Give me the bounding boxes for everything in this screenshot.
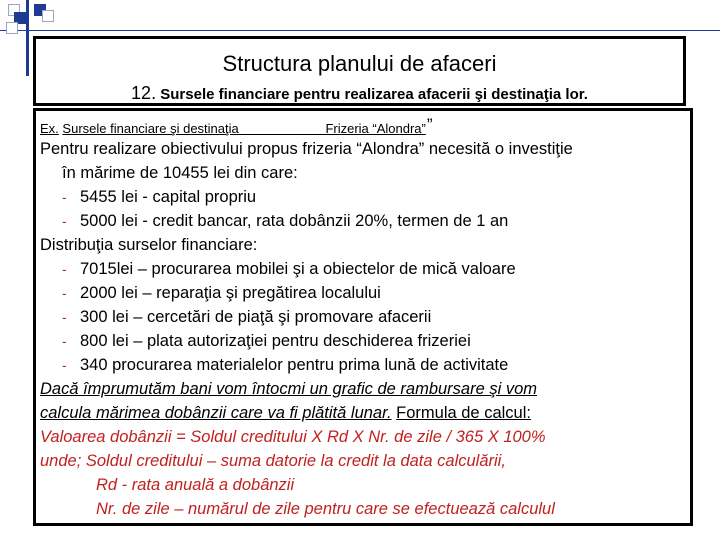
decor-vertical-line bbox=[26, 0, 29, 76]
list-item-text: 7015lei – procurarea mobilei şi a obiectelor de mică valoare bbox=[80, 260, 516, 278]
intro-line: Pentru realizare obiectivului propus frizeria “Alondra” necesită o investiţie bbox=[40, 140, 573, 158]
list-item-text: 2000 lei – reparaţia şi pregătirea localului bbox=[80, 284, 381, 302]
list-item bbox=[40, 185, 690, 209]
formula-text: Valoarea dobânzii = Soldul creditului X Rd X Nr. de zile / 365 X 100% bbox=[40, 428, 546, 446]
list-item bbox=[40, 305, 690, 329]
intro-line: în mărime de 10455 lei din care: bbox=[62, 164, 298, 182]
decor-square bbox=[6, 22, 18, 34]
list-item bbox=[40, 281, 690, 305]
decor-horizontal-line bbox=[0, 30, 720, 31]
rd-definition: Rd - rata anuală a dobânzii bbox=[96, 476, 295, 494]
distribution-heading: Distribuţia surselor financiare: bbox=[40, 236, 258, 254]
example-line bbox=[40, 117, 690, 137]
list-item bbox=[40, 329, 690, 353]
bullet-marker: - bbox=[62, 333, 67, 349]
list-item-text: 800 lei – plata autorizaţiei pentru deschiderea frizeriei bbox=[80, 332, 471, 350]
list-item-text: 5455 lei - capital propriu bbox=[80, 188, 257, 206]
content-box bbox=[33, 108, 693, 526]
bullet-marker: - bbox=[62, 309, 67, 325]
slide-title: Structura planului de afaceri bbox=[222, 51, 497, 76]
example-label: Sursele financiare şi destinaţia bbox=[62, 121, 239, 136]
example-blank bbox=[239, 121, 326, 136]
example-company: Frizeria “Alondra” bbox=[325, 121, 426, 136]
loan-text: Dacă împrumutăm bani vom întocmi un grafic de rambursare şi vom bbox=[40, 380, 538, 398]
list-item-text: 5000 lei - credit bancar, rata dobânzii 20%, termen de 1 an bbox=[80, 212, 509, 230]
title-box bbox=[33, 36, 686, 106]
bullet-marker: - bbox=[62, 357, 67, 373]
list-item bbox=[40, 353, 690, 377]
bullet-marker: - bbox=[62, 261, 67, 277]
list-item-text: 300 lei – cercetări de piaţă şi promovare afacerii bbox=[80, 308, 432, 326]
subtitle-number: 12. bbox=[131, 83, 157, 103]
bullet-marker: - bbox=[62, 213, 67, 229]
bullet-marker: - bbox=[62, 285, 67, 301]
example-prefix: Ex. bbox=[40, 121, 59, 136]
where-text: unde; Soldul creditului – suma datorie la credit la data calculării, bbox=[40, 452, 506, 470]
list-item bbox=[40, 209, 690, 233]
days-definition: Nr. de zile – numărul de zile pentru care se efectuează calculul bbox=[96, 500, 555, 518]
decor-square bbox=[42, 10, 54, 22]
slide-subtitle bbox=[36, 83, 683, 104]
loan-text-italic: calcula mărimea dobânzii care va fi plătită lunar. bbox=[40, 404, 392, 422]
subtitle-text: Sursele financiare pentru realizarea afacerii şi destinaţia lor. bbox=[160, 86, 588, 103]
loan-text-line2 bbox=[40, 401, 690, 425]
example-close-quote: ” bbox=[426, 115, 433, 134]
list-item bbox=[40, 257, 690, 281]
formula-heading: Formula de calcul: bbox=[396, 404, 531, 422]
content-body bbox=[40, 117, 690, 521]
bullet-marker: - bbox=[62, 189, 67, 205]
list-item-text: 340 procurarea materialelor pentru prima lună de activitate bbox=[80, 356, 509, 374]
